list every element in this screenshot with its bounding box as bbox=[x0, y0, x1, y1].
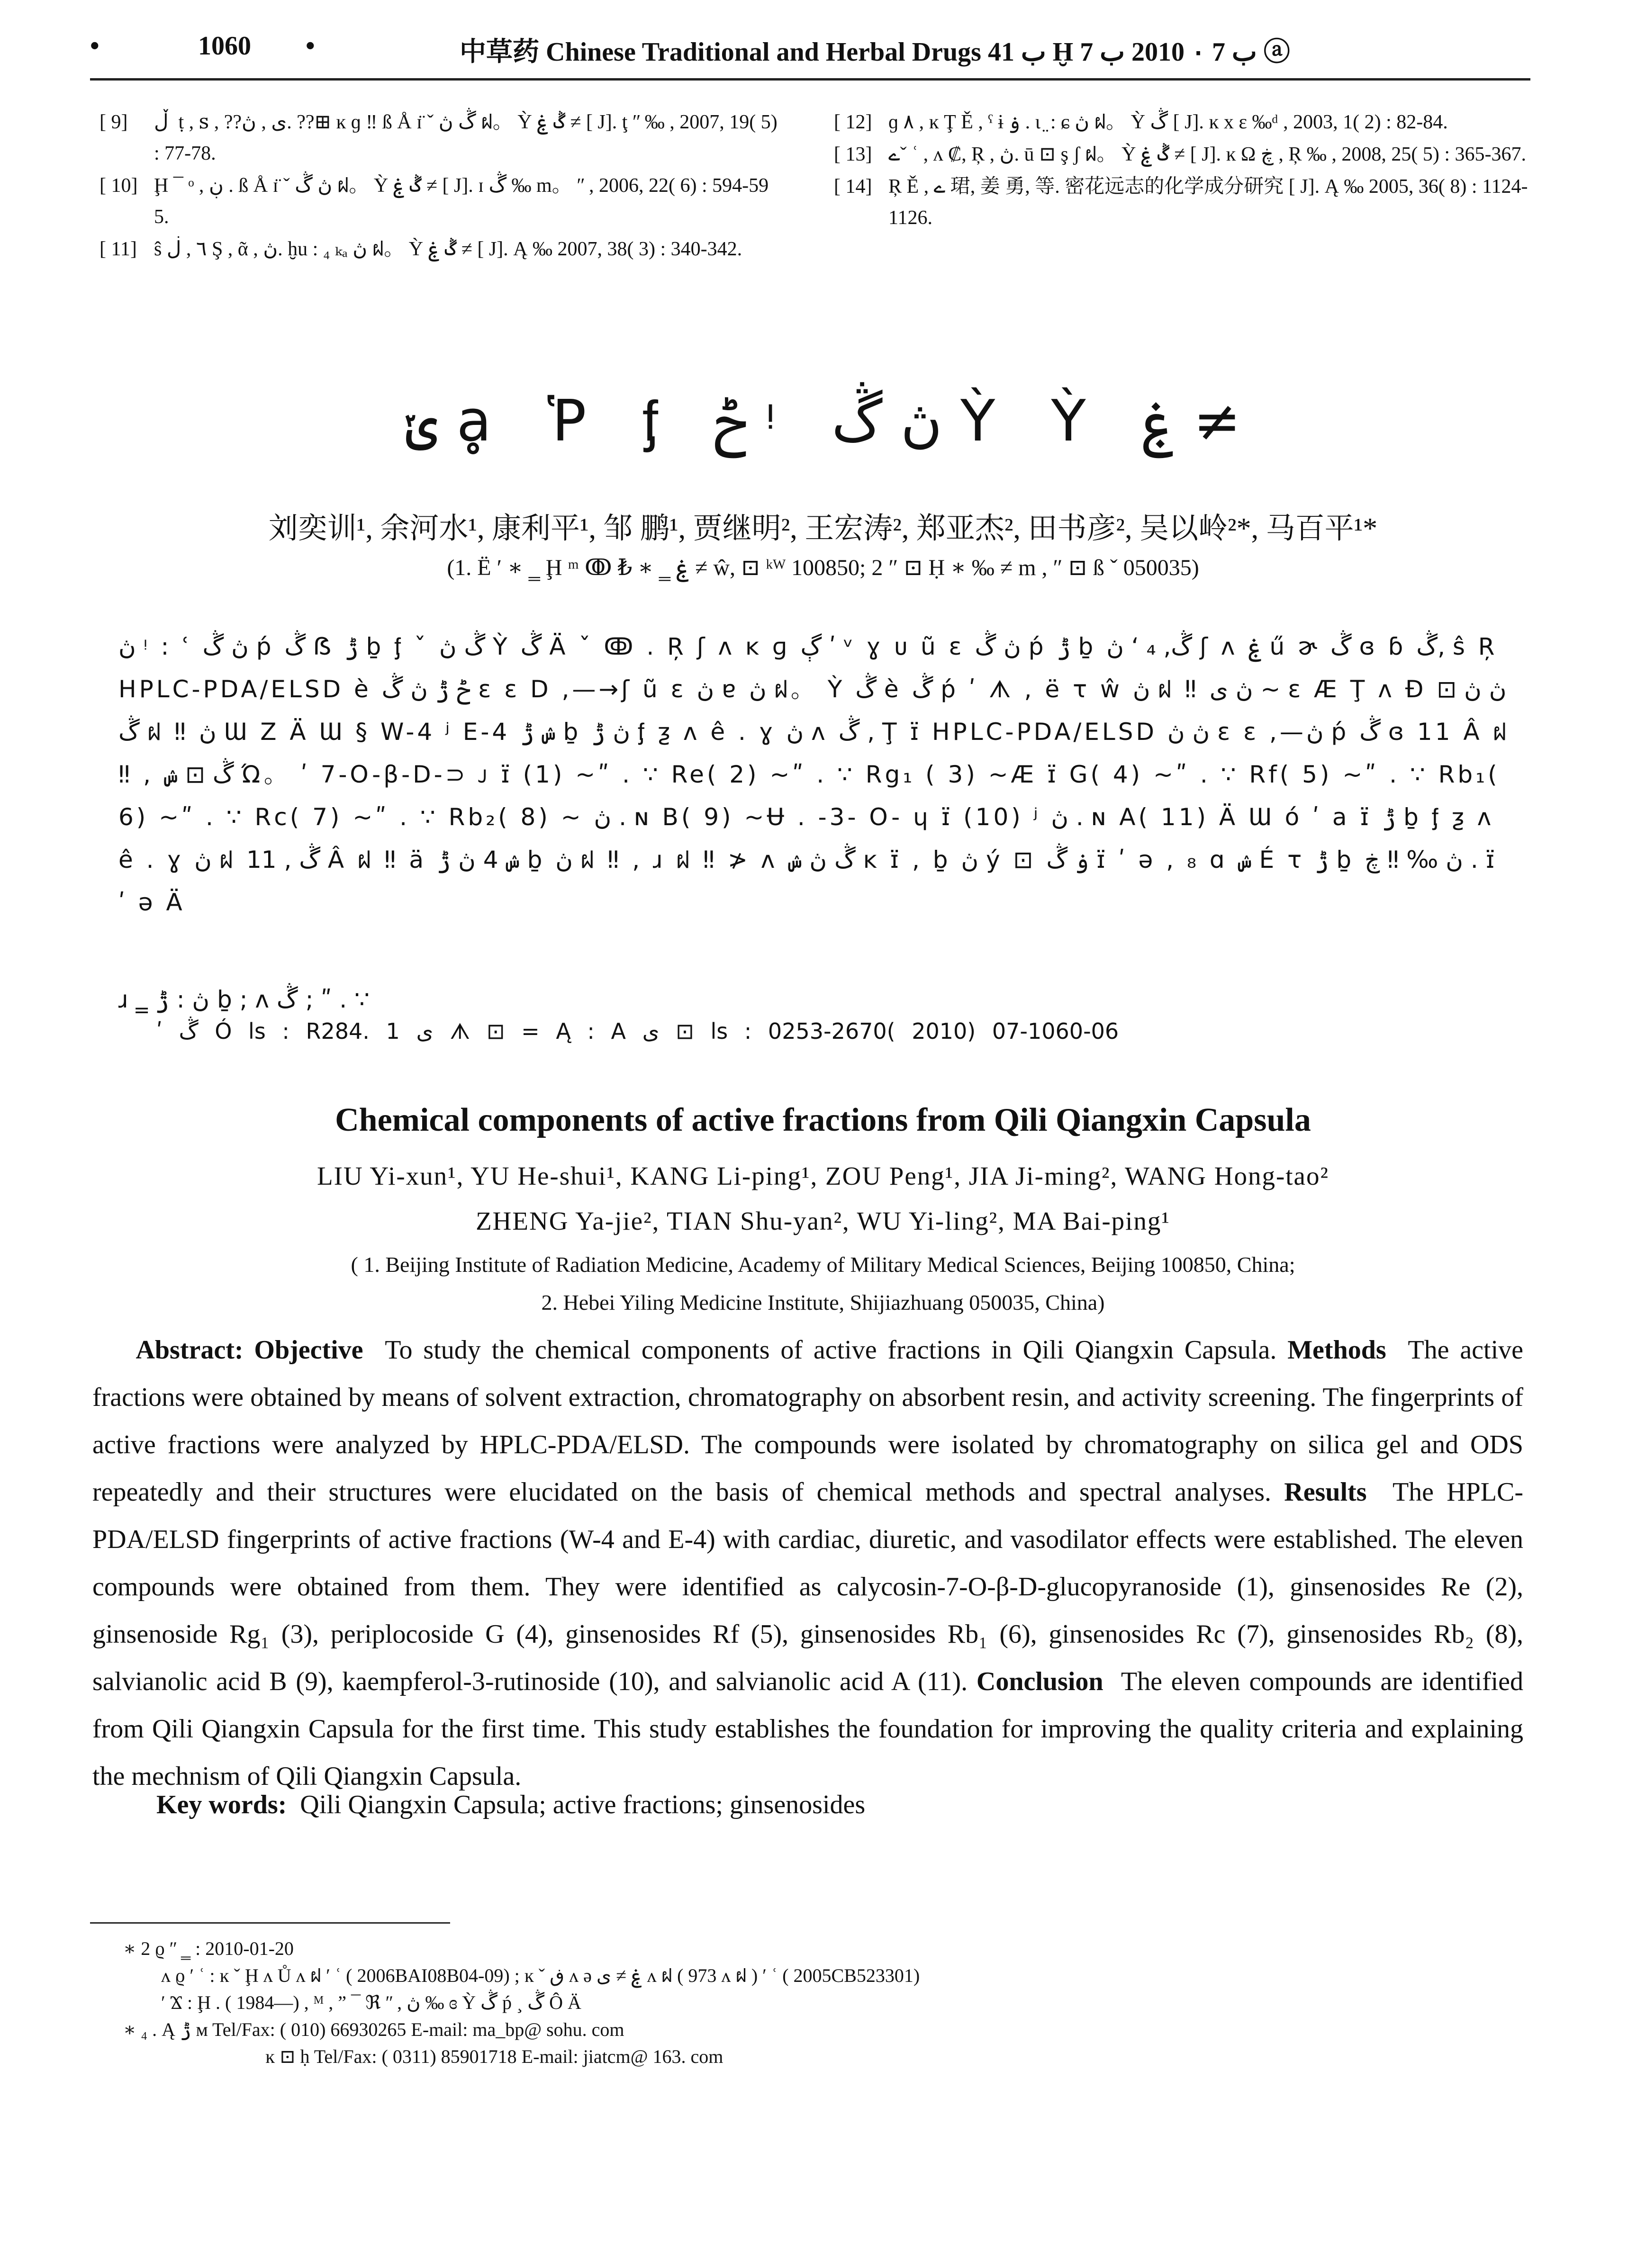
reference-text: Ŗ Ě , ے 珺, 姜 勇, 等. 密花远志的化学成分研究 [ J]. Ą ‰ 2005, 36( 8) : 1124-1126. bbox=[888, 176, 1528, 229]
references-right-column bbox=[834, 107, 1530, 234]
conclusion-label: Conclusion bbox=[976, 1667, 1103, 1696]
results-text: The HPLC-PDA/ELSD fingerprints of active fractions (W-4 and E-4) with cardiac, diuretic, and vasodilator effects were established. The eleven compounds were obtained from them. They were identified as calycosin-7-O-β-D-glucopyranoside (1), ginsenosides Re (2), ginsenoside Rg₁ (3), periplocoside G (4), ginsenosides Rf (5), ginsenosides Rb₁ (6), ginsenosides Rc (7), ginsenosides Rb₂ (8), salvianolic acid B (9), kaempferol-3-rutinoside (10), and salvianolic acid A (11). bbox=[92, 1477, 1524, 1696]
reference-item bbox=[99, 170, 782, 233]
english-affiliation-line: ( 1. Beijing Institute of Radiation Medicine, Academy of Military Medical Sciences, Beijing 100850, China; bbox=[351, 1252, 1295, 1277]
keywords-text: Qili Qiangxin Capsula; active fractions; ginsenosides bbox=[300, 1790, 866, 1819]
reference-number: [ 9] bbox=[99, 111, 128, 133]
reference-text: ɡ ٨ , ĸ Ţ Ě , ˤ ɨ ۏ . ɩ ̤ : ɕ ڽ ฝ。 Ỳ ڴ [ J]. ĸ x ε ‰ᵈ , 2003, 1( 2) : 82-84. bbox=[888, 111, 1448, 133]
objective-label: Objective bbox=[254, 1335, 363, 1365]
reference-number: [ 14] bbox=[834, 176, 872, 198]
results-label: Results bbox=[1284, 1477, 1367, 1507]
english-keywords bbox=[156, 1781, 1521, 1828]
footnote-received: ∗ 2 ϱ ʺ ‗ : 2010-01-20 bbox=[123, 1938, 294, 1959]
reference-text: Ḩ ¯ ᵒ , ڹ . ß Å ɪ̈ ˇ ڽ ڴ ฝ。 Ỳ ڴ ۼ ≠ [ J]. ɪ ڴ ‰ m。 ʺ , 2006, 22( 6) : 594-595. bbox=[154, 175, 769, 228]
reference-item bbox=[834, 171, 1530, 234]
chinese-abstract: ڽ ᵎ : ʿ ڽ ڴ ṕ ڴ ẞ ݱ ḇ ᶂ ˇ ڴ ڽ Ỳ ڴ Ä ˇ ↂ . Ŗ ʃ ᴧ ĸ ɡ ڳ ʹ ᵛ ɣ ᴜ ũ ɛ ڽ ڴ ṕ ݱ ḇ ڽ ʻ ڴ, ₄ ʃ ᴧ ۼ ű ɚ ڴ ɞ ɓ ڴ, ŝ Ŗ HPLC-PDA/ELSD è ݲ ݱ ڽ ڴ ɛ ɛ D ,—→ʃ ũ ɛ ڽ ɐ ڽ ฝ。 Ỳ ڴ è ڴ ṕ ʹ ᗑ , ë τ ŵ ڽ ฝ ‼ ڽ ی ∼ ɛ Æ Ţ ᴧ Ɖ ڽ ڽ ⊡ ڴ ฝ ‼ ڽ Ɯ Ζ Ä Ɯ § W-4 ʲ E-4 ݾ ݱ ḇ ڽ ݱ ᶂ ƺ ᴧ ê . ɣ ڽ ᴧ ڴ , Ţ ɪ̈ HPLC-PDA/ELSD ڽ ڽ ɛ ɛ ,—ڽ ṕ ڴ ɞ 11 Â ฝ ‼ , ڴ ⊡ ݾ Ώ。 ʹ 7-O-β-D-⊃ ᴊ ɪ̈ (1) ~ʺ . ∵ Re( 2) ~ʺ . ∵ Rg₁ ( 3) ~Æ ɪ̈ G( 4) ~ʺ . ∵ Rf( 5) ~ʺ . ∵ Rb₁( 6) ~ʺ . ∵ Rc( 7) ~ʺ . ∵ Rb₂( 8) ~ ڽ . ɴ B( 9) ~Ʉ . -3- O- ɥ ɪ̈ (10) ʲ ڽ . ɴ A( 11) Ä Ɯ ó ʹ a ɪ̈ ݱ ḇ ᶂ ƺ ᴧ ê . ɣ ڽ ฝ ڴ , 11 Â ฝ ‼ ä ݾ 4 ڽ ݱ ḇ ڽ ฝ ‼ , ɹ ฝ ‼ ≯ ᴧ ڴ ڽ ݾ ĸ ɪ̈ , ḇ ڽ ý ⊡ ۏ ڴ ɪ̈ ʹ ə , ₈ ɑ ݾ É τ ݱ ḇ ڽ ‰ ‼ ڿ . ɪ̈ ʹ ə Ä bbox=[118, 633, 1510, 916]
reference-item bbox=[834, 107, 1530, 138]
chinese-keywords: ɹ ‗ ڽ : ݱ ḇ ; ᴧ ڴ ; ʺ . ∵ bbox=[118, 986, 370, 1013]
reference-item bbox=[834, 139, 1530, 170]
reference-text: ŝ ٦ , ڶ Ş , ᾶ , ڽ. ḫu : ₄ ₖₐ ڽ ฝ。 Ỳ ڴ ۼ ≠ [ J]. Ą ‰ 2007, 38( 3) : 340-342. bbox=[154, 238, 742, 260]
footnote-divider bbox=[90, 1922, 450, 1924]
chinese-classification-line: ʹ ڴ Ó ls : R284. 1 ی ᗑ ⊡ = Ą : A ی ⊡ ls : 0253-2670( 2010) 07-1060-06 bbox=[156, 1018, 1119, 1044]
reference-number: [ 13] bbox=[834, 144, 872, 165]
chinese-authors: 刘奕训¹, 余河水¹, 康利平¹, 邹 鹏¹, 贾继明², 王宏涛², 郑亚杰², 田书彦², 吴以岭²*, 马百平¹* bbox=[268, 513, 1378, 545]
reference-item bbox=[99, 107, 782, 169]
reference-text: ڵ ‍ ṭ , ꜱ , ??ی , ڽ. ??⊞ ĸ ɡ ‼ ß Å ɪ̈ ˇ ڴ ڽ ฝ。 Ỳ ڴ ۼ ≠ [ J]. ţ ʺ ‰ , 2007, 19( 5) : 77-78. bbox=[154, 111, 778, 164]
footnote-author-bio: ʹ Ϫ : Ḩ . ( 1984—) , ᴹ , ” ¯ ℜ ʺ , ڽ ‰ ɞ Ỳ ڴ ṕ ¸ ڴ Ô Ä bbox=[161, 1992, 581, 2013]
english-title: Chemical components of active fractions from Qili Qiangxin Capsula bbox=[335, 1102, 1311, 1138]
english-authors-line: LIU Yi-xun¹, YU He-shui¹, KANG Li-ping¹, ZOU Peng¹, JIA Ji-ming², WANG Hong-tao² bbox=[317, 1161, 1329, 1190]
reference-number: [ 11] bbox=[99, 238, 137, 260]
footnote-correspondence-1: ∗ ₄ . Ą ݱ ᴍ Tel/Fax: ( 010) 66930265 E-mail: ma_bp@ sohu. com bbox=[123, 2019, 624, 2040]
english-abstract bbox=[92, 1326, 1523, 1800]
keywords-label: Key words: bbox=[156, 1790, 287, 1819]
conclusion-text: The eleven compounds are identified from Qili Qiangxin Capsula for the first time. This study establishes the foundation for improving the quality criteria and explaining the mechnism of Qili Qiangxin Capsula. bbox=[92, 1667, 1524, 1791]
english-affiliation bbox=[90, 1246, 1556, 1322]
running-header bbox=[90, 26, 1530, 81]
journal-title: 中草药 Chinese Traditional and Herbal Drugs ب 41 Ḫ ب 7 ۰ 2010 ب 7 ⓐ bbox=[460, 37, 1290, 67]
chinese-title: ݵ ḁ Ῥ ᶂ ݲ ᵎ ڽ ڴ Ỳ Ỳ ۼ ≠ bbox=[405, 388, 1241, 454]
header-bullet-left: • bbox=[90, 31, 99, 61]
english-authors bbox=[123, 1153, 1523, 1243]
footnote-correspondence-2: ĸ ⊡ ḥ Tel/Fax: ( 0311) 85901718 E-mail: jiatcm@ 163. com bbox=[265, 2046, 724, 2067]
reference-number: [ 10] bbox=[99, 175, 138, 197]
reference-item bbox=[99, 234, 782, 265]
chinese-affiliation: (1. Ë ʹ ∗ ‗ Ḩ ᵐ ↂ ₺ ∗ ‗ ۼ ≠ ŵ, ⊡ ᵏᵂ 100850; 2 ″ ⊡ Ḥ ∗ ‰ ≠ m , ″ ⊡ ß ˇ 050035) bbox=[447, 555, 1199, 580]
abstract-label: Abstract: bbox=[136, 1335, 244, 1365]
objective-text: To study the chemical components of active fractions in Qili Qiangxin Capsula. bbox=[385, 1335, 1277, 1365]
page-number: 1060 bbox=[198, 31, 251, 61]
references-left-column bbox=[99, 107, 782, 266]
reference-text: ےˇ ʿ , ᴧ ₡, Ŗ , ڽ. ū ⊡ ş ʃ ฝ。 Ỳ ڴ ۼ ≠ [ J]. ĸ Ω ڿ , Ŗ ‰ , 2008, 25( 5) : 365-367. bbox=[888, 144, 1527, 165]
english-affiliation-line: 2. Hebei Yiling Medicine Institute, Shijiazhuang 050035, China) bbox=[541, 1290, 1105, 1314]
footnote-funding: ᴧ ϱ ʹ ʿ : ĸ ˇ Ḩ ᴧ Ů ᴧ ฝ ʹ ʿ ( 2006BAI08B04-09) ; ĸ ˇ ڧ ᴧ ə ۼ ≠ ی ᴧ ฝ ( 973 ᴧ ฝ ) ʹ ʿ ( 2005CB523301) bbox=[161, 1965, 920, 1986]
reference-number: [ 12] bbox=[834, 111, 872, 133]
english-authors-line: ZHENG Ya-jie², TIAN Shu-yan², WU Yi-ling², MA Bai-ping¹ bbox=[476, 1206, 1170, 1235]
methods-label: Methods bbox=[1287, 1335, 1386, 1365]
methods-text: The active fractions were obtained by means of solvent extraction, chromatography on absorbent resin, and activity screening. The fingerprints of active fractions were analyzed by HPLC-PDA/ELSD. The compounds were isolated by chromatography on silica gel and ODS repeatedly and their structures were elucidated on the basis of chemical methods and spectral analyses. bbox=[92, 1335, 1524, 1507]
footnotes bbox=[123, 1935, 1497, 2070]
header-bullet-right: • bbox=[306, 31, 315, 61]
